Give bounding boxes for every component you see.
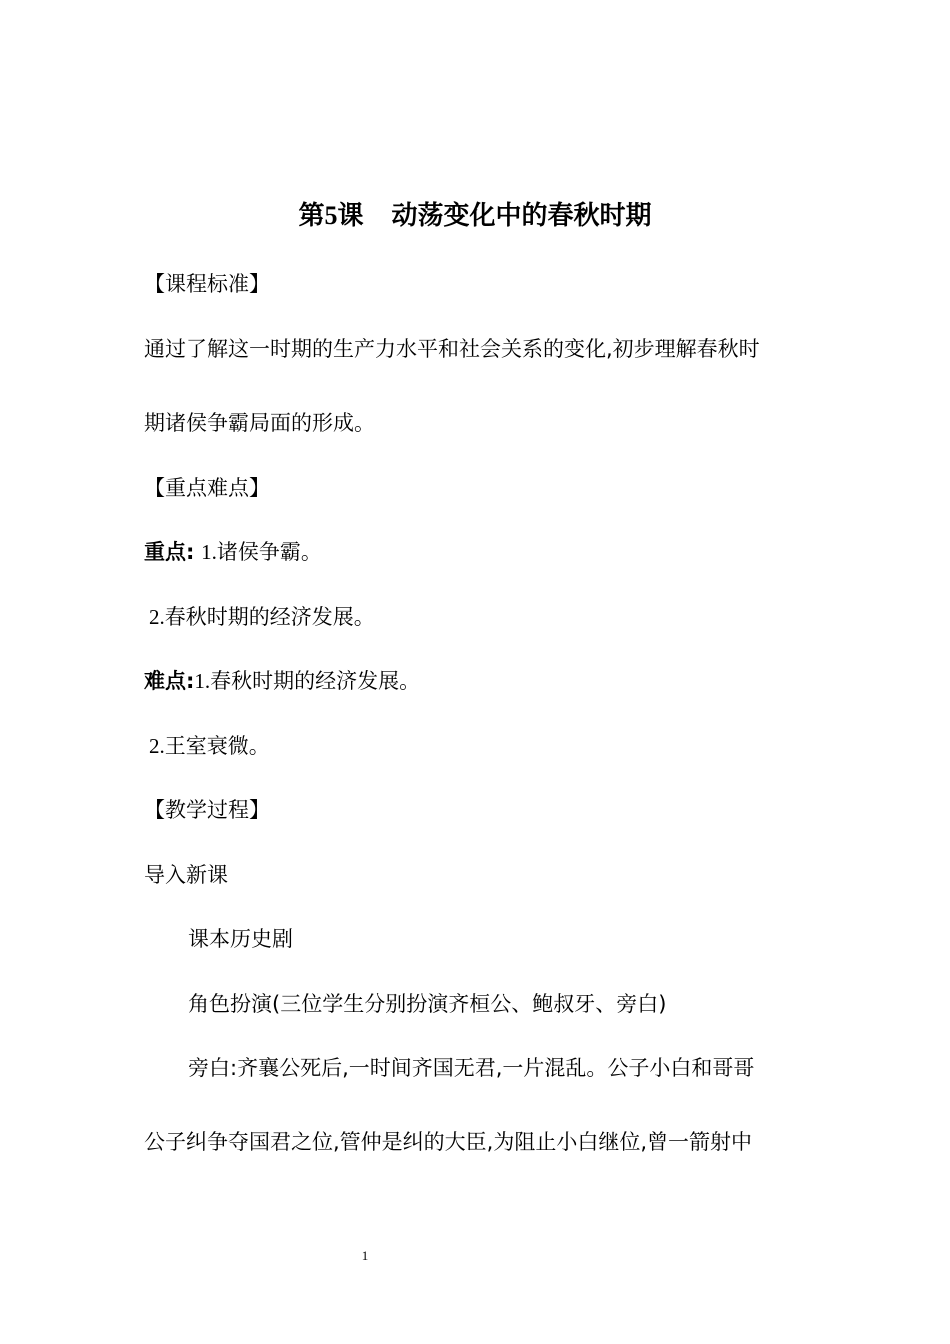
standard-line-1: 通过了解这一时期的生产力水平和社会关系的变化,初步理解春秋时	[144, 337, 760, 361]
keypoints-heading: 【重点难点】	[144, 476, 270, 500]
drama-line: 课本历史剧	[188, 927, 293, 951]
narration-line-1: 旁白:齐襄公死后,一时间齐国无君,一片混乱。公子小白和哥哥	[188, 1056, 755, 1080]
title-number: 5	[324, 201, 338, 230]
title-mid: 课	[337, 201, 364, 231]
key-2-text: 春秋时期的经济发展。	[164, 605, 375, 629]
key-label: 重点:	[144, 540, 195, 564]
intro-heading: 导入新课	[144, 863, 228, 887]
page-title	[0, 200, 950, 232]
standard-heading: 【课程标准】	[144, 272, 270, 296]
key-point-1	[144, 539, 322, 565]
difficulty-point-2	[149, 733, 270, 759]
difficulty-label: 难点:	[144, 669, 195, 693]
key-point-2	[149, 604, 375, 630]
diff-2-num: 2.	[149, 734, 165, 758]
key-2-num: 2.	[149, 605, 165, 629]
roles-line: 角色扮演(三位学生分别扮演齐桓公、鲍叔牙、旁白)	[188, 992, 667, 1016]
diff-1-num: 1.	[194, 669, 211, 693]
diff-2-text: 王室衰微。	[164, 734, 270, 758]
key-1-text: 诸侯争霸。	[216, 540, 322, 564]
process-heading: 【教学过程】	[144, 798, 270, 822]
key-1-num: 1.	[201, 540, 217, 564]
diff-1-text: 春秋时期的经济发展。	[210, 669, 421, 693]
page-number: 1	[361, 1248, 369, 1263]
title-rest: 动荡变化中的春秋时期	[391, 201, 652, 231]
difficulty-point-1	[144, 668, 420, 694]
narration-line-2: 公子纠争夺国君之位,管仲是纠的大臣,为阻止小白继位,曾一箭射中	[144, 1130, 753, 1154]
title-prefix: 第	[298, 201, 325, 231]
standard-line-2: 期诸侯争霸局面的形成。	[144, 411, 375, 435]
